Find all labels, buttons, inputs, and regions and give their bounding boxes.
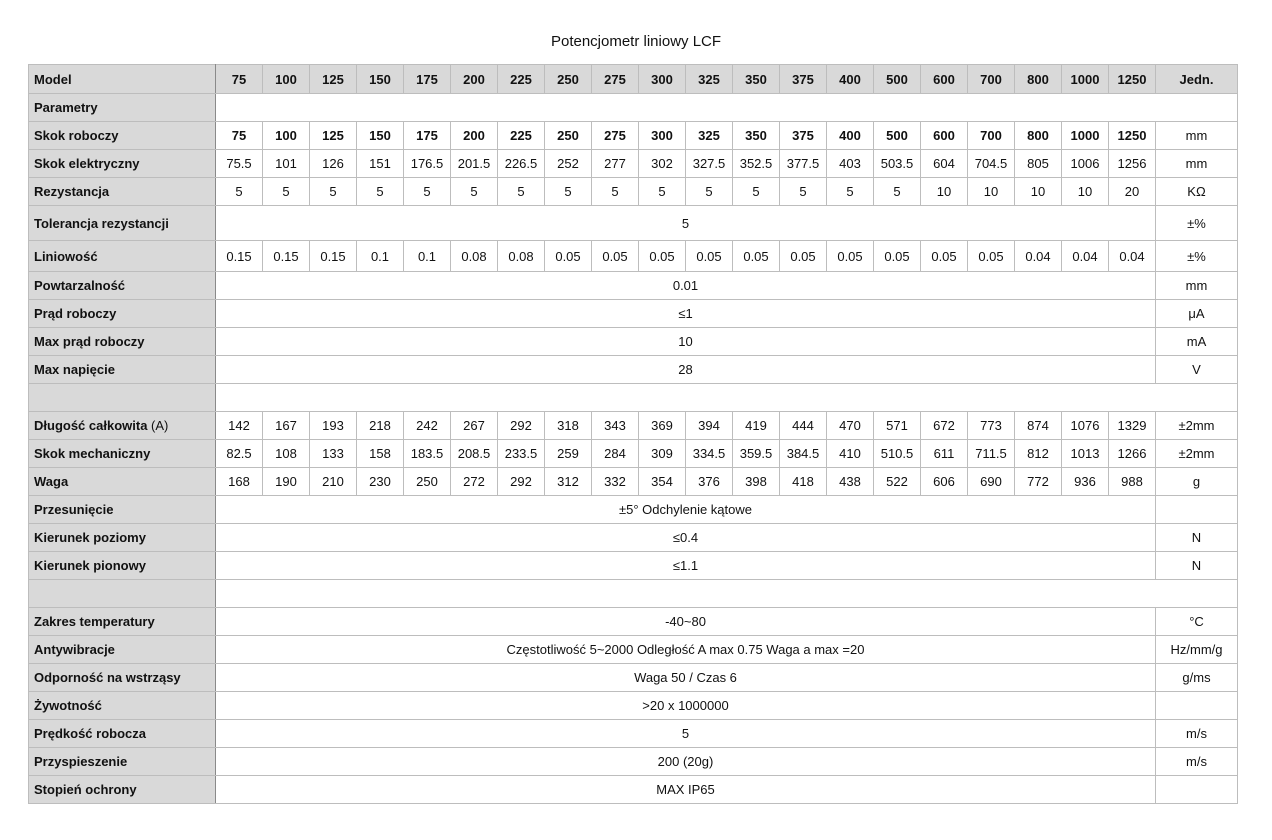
value-cell: 82.5: [216, 440, 263, 468]
value-cell: 272: [451, 468, 498, 496]
unit-cell: mA: [1156, 328, 1238, 356]
unit-cell: Hz/mm/g: [1156, 636, 1238, 664]
value-cell: 1329: [1109, 412, 1156, 440]
value-cell: 208.5: [451, 440, 498, 468]
value-cell: 672: [921, 412, 968, 440]
value-cell: 5: [639, 178, 686, 206]
value-cell: 0.04: [1015, 241, 1062, 272]
value-cell: 0.08: [451, 241, 498, 272]
row-label-text: Przyspieszenie: [34, 754, 128, 769]
header-row: [29, 65, 1238, 94]
span-value-cell: ±5° Odchylenie kątowe: [216, 496, 1156, 524]
value-cell: 190: [263, 468, 310, 496]
value-cell: 332: [592, 468, 639, 496]
value-cell: 0.08: [498, 241, 545, 272]
header-model-175: 175: [404, 65, 451, 94]
value-cell: 5: [310, 178, 357, 206]
value-cell: 354: [639, 468, 686, 496]
value-cell: 200: [451, 122, 498, 150]
header-unit-label: Jedn.: [1156, 65, 1238, 94]
value-cell: 5: [592, 178, 639, 206]
value-cell: 309: [639, 440, 686, 468]
row-label-text: Liniowość: [34, 248, 98, 264]
header-model-600: 600: [921, 65, 968, 94]
row-label: [29, 608, 216, 636]
span-value-cell: Częstotliwość 5~2000 Odległość A max 0.75 Waga a max =20: [216, 636, 1156, 664]
row-label: [29, 524, 216, 552]
value-cell: 5: [686, 178, 733, 206]
value-cell: 151: [357, 150, 404, 178]
row-label-text: Stopień ochrony: [34, 782, 137, 797]
table-row: [29, 440, 1238, 468]
value-cell: 226.5: [498, 150, 545, 178]
value-cell: 704.5: [968, 150, 1015, 178]
value-cell: 1076: [1062, 412, 1109, 440]
unit-cell: m/s: [1156, 720, 1238, 748]
value-cell: 259: [545, 440, 592, 468]
table-row: [29, 664, 1238, 692]
value-cell: 352.5: [733, 150, 780, 178]
table-row: [29, 580, 1238, 608]
value-cell: 75.5: [216, 150, 263, 178]
value-cell: 210: [310, 468, 357, 496]
value-cell: 5: [451, 178, 498, 206]
value-cell: 5: [780, 178, 827, 206]
table-row: [29, 150, 1238, 178]
unit-cell: μA: [1156, 300, 1238, 328]
value-cell: 0.04: [1109, 241, 1156, 272]
value-cell: 10: [921, 178, 968, 206]
value-cell: 100: [263, 122, 310, 150]
table-row: [29, 356, 1238, 384]
span-value-cell: -40~80: [216, 608, 1156, 636]
value-cell: 376: [686, 468, 733, 496]
header-model-100: 100: [263, 65, 310, 94]
value-cell: 277: [592, 150, 639, 178]
value-cell: 470: [827, 412, 874, 440]
value-cell: 375: [780, 122, 827, 150]
value-cell: 0.05: [827, 241, 874, 272]
value-cell: 292: [498, 468, 545, 496]
header-model-label: Model: [29, 65, 216, 94]
value-cell: 5: [498, 178, 545, 206]
row-label: [29, 122, 216, 150]
row-label-text: Zakres temperatury: [34, 614, 155, 629]
unit-cell: m/s: [1156, 748, 1238, 776]
spec-table: [28, 64, 1238, 804]
value-cell: 0.05: [592, 241, 639, 272]
value-cell: 325: [686, 122, 733, 150]
header-model-150: 150: [357, 65, 404, 94]
row-label-text: Prędkość robocza: [34, 726, 146, 741]
value-cell: 175: [404, 122, 451, 150]
value-cell: 510.5: [874, 440, 921, 468]
value-cell: 318: [545, 412, 592, 440]
table-row: [29, 608, 1238, 636]
value-cell: 5: [874, 178, 921, 206]
value-cell: 75: [216, 122, 263, 150]
table-row: [29, 94, 1238, 122]
value-cell: 0.1: [357, 241, 404, 272]
header-model-1000: 1000: [1062, 65, 1109, 94]
value-cell: 101: [263, 150, 310, 178]
row-label-text: Parametry: [34, 100, 98, 115]
unit-cell: [1156, 776, 1238, 804]
row-label: [29, 720, 216, 748]
unit-cell: N: [1156, 552, 1238, 580]
row-label-text: Skok roboczy: [34, 128, 119, 143]
row-label: [29, 328, 216, 356]
value-cell: 312: [545, 468, 592, 496]
unit-cell: mm: [1156, 150, 1238, 178]
empty-cell: [216, 580, 1238, 608]
row-label: [29, 692, 216, 720]
row-label: [29, 206, 216, 241]
value-cell: 0.05: [686, 241, 733, 272]
span-value-cell: 0.01: [216, 272, 1156, 300]
span-value-cell: >20 x 1000000: [216, 692, 1156, 720]
row-label-suffix: (A): [147, 418, 169, 433]
table-row: [29, 636, 1238, 664]
row-label: [29, 356, 216, 384]
value-cell: 302: [639, 150, 686, 178]
span-value-cell: ≤1.1: [216, 552, 1156, 580]
row-label: [29, 150, 216, 178]
value-cell: 5: [545, 178, 592, 206]
value-cell: 359.5: [733, 440, 780, 468]
value-cell: 230: [357, 468, 404, 496]
header-model-800: 800: [1015, 65, 1062, 94]
row-label: [29, 384, 216, 412]
value-cell: 343: [592, 412, 639, 440]
value-cell: 611: [921, 440, 968, 468]
value-cell: 1006: [1062, 150, 1109, 178]
value-cell: 1266: [1109, 440, 1156, 468]
value-cell: 108: [263, 440, 310, 468]
value-cell: 394: [686, 412, 733, 440]
value-cell: 233.5: [498, 440, 545, 468]
span-value-cell: Waga 50 / Czas 6: [216, 664, 1156, 692]
value-cell: 0.05: [639, 241, 686, 272]
value-cell: 242: [404, 412, 451, 440]
value-cell: 0.05: [545, 241, 592, 272]
row-label: [29, 580, 216, 608]
unit-cell: mm: [1156, 122, 1238, 150]
row-label-text: Rezystancja: [34, 184, 110, 199]
unit-cell: ±%: [1156, 241, 1238, 272]
value-cell: 0.15: [216, 241, 263, 272]
empty-cell: [216, 384, 1238, 412]
span-value-cell: ≤1: [216, 300, 1156, 328]
row-label: [29, 412, 216, 440]
page-title: Potencjometr liniowy LCF: [550, 33, 722, 50]
value-cell: 158: [357, 440, 404, 468]
value-cell: 250: [545, 122, 592, 150]
row-label-text: Żywotność: [34, 698, 102, 713]
value-cell: 142: [216, 412, 263, 440]
header-model-1250: 1250: [1109, 65, 1156, 94]
row-label-text: Prąd roboczy: [34, 306, 117, 321]
span-value-cell: 200 (20g): [216, 748, 1156, 776]
row-label: [29, 776, 216, 804]
value-cell: 438: [827, 468, 874, 496]
value-cell: 1000: [1062, 122, 1109, 150]
value-cell: 334.5: [686, 440, 733, 468]
value-cell: 384.5: [780, 440, 827, 468]
value-cell: 936: [1062, 468, 1109, 496]
empty-cell: [216, 94, 1238, 122]
value-cell: 125: [310, 122, 357, 150]
row-label: [29, 636, 216, 664]
value-cell: 377.5: [780, 150, 827, 178]
value-cell: 571: [874, 412, 921, 440]
value-cell: 0.15: [310, 241, 357, 272]
header-model-200: 200: [451, 65, 498, 94]
value-cell: 5: [357, 178, 404, 206]
value-cell: 410: [827, 440, 874, 468]
span-value-cell: 28: [216, 356, 1156, 384]
value-cell: 522: [874, 468, 921, 496]
row-label-text: Kierunek poziomy: [34, 530, 146, 545]
row-label-text: Przesunięcie: [34, 502, 114, 517]
value-cell: 0.1: [404, 241, 451, 272]
table-row: [29, 720, 1238, 748]
value-cell: 167: [263, 412, 310, 440]
value-cell: 350: [733, 122, 780, 150]
value-cell: 1013: [1062, 440, 1109, 468]
table-row: [29, 496, 1238, 524]
row-label-text: Max napięcie: [34, 362, 115, 377]
value-cell: 800: [1015, 122, 1062, 150]
header-model-375: 375: [780, 65, 827, 94]
value-cell: 5: [827, 178, 874, 206]
table-row: [29, 241, 1238, 272]
value-cell: 503.5: [874, 150, 921, 178]
value-cell: 0.05: [780, 241, 827, 272]
row-label: [29, 552, 216, 580]
value-cell: 600: [921, 122, 968, 150]
value-cell: 10: [968, 178, 1015, 206]
row-label-text: Max prąd roboczy: [34, 334, 145, 349]
row-label: [29, 468, 216, 496]
table-row: [29, 178, 1238, 206]
value-cell: 5: [216, 178, 263, 206]
value-cell: 183.5: [404, 440, 451, 468]
table-row: [29, 272, 1238, 300]
row-label: [29, 241, 216, 272]
header-model-700: 700: [968, 65, 1015, 94]
value-cell: 5: [263, 178, 310, 206]
unit-cell: N: [1156, 524, 1238, 552]
row-label-text: Skok elektryczny: [34, 156, 140, 171]
table-row: [29, 206, 1238, 241]
value-cell: 267: [451, 412, 498, 440]
value-cell: 606: [921, 468, 968, 496]
header-model-125: 125: [310, 65, 357, 94]
value-cell: 874: [1015, 412, 1062, 440]
value-cell: 168: [216, 468, 263, 496]
value-cell: 444: [780, 412, 827, 440]
value-cell: 300: [639, 122, 686, 150]
row-label-text: Antywibracje: [34, 642, 115, 657]
table-row: [29, 524, 1238, 552]
table-row: [29, 776, 1238, 804]
row-label-text: Tolerancja rezystancji: [34, 215, 169, 231]
value-cell: 0.05: [874, 241, 921, 272]
value-cell: 133: [310, 440, 357, 468]
value-cell: 201.5: [451, 150, 498, 178]
span-value-cell: ≤0.4: [216, 524, 1156, 552]
unit-cell: g: [1156, 468, 1238, 496]
value-cell: 1250: [1109, 122, 1156, 150]
header-model-225: 225: [498, 65, 545, 94]
header-model-325: 325: [686, 65, 733, 94]
value-cell: 805: [1015, 150, 1062, 178]
value-cell: 690: [968, 468, 1015, 496]
value-cell: 700: [968, 122, 1015, 150]
header-model-350: 350: [733, 65, 780, 94]
unit-cell: [1156, 496, 1238, 524]
span-value-cell: 5: [216, 206, 1156, 241]
unit-cell: KΩ: [1156, 178, 1238, 206]
value-cell: 284: [592, 440, 639, 468]
header-model-300: 300: [639, 65, 686, 94]
value-cell: 0.05: [921, 241, 968, 272]
row-label-text: Skok mechaniczny: [34, 446, 151, 461]
value-cell: 711.5: [968, 440, 1015, 468]
value-cell: 292: [498, 412, 545, 440]
unit-cell: g/ms: [1156, 664, 1238, 692]
header-model-275: 275: [592, 65, 639, 94]
value-cell: 773: [968, 412, 1015, 440]
row-label-text: Odporność na wstrząsy: [34, 670, 181, 685]
value-cell: 218: [357, 412, 404, 440]
value-cell: 176.5: [404, 150, 451, 178]
header-model-75: 75: [216, 65, 263, 94]
value-cell: 0.05: [733, 241, 780, 272]
header-model-400: 400: [827, 65, 874, 94]
value-cell: 5: [733, 178, 780, 206]
unit-cell: ±2mm: [1156, 412, 1238, 440]
table-row: [29, 692, 1238, 720]
value-cell: 604: [921, 150, 968, 178]
row-label: [29, 748, 216, 776]
table-row: [29, 748, 1238, 776]
row-label-text: Kierunek pionowy: [34, 558, 146, 573]
row-label: [29, 272, 216, 300]
value-cell: 225: [498, 122, 545, 150]
value-cell: 418: [780, 468, 827, 496]
value-cell: 252: [545, 150, 592, 178]
row-label: [29, 440, 216, 468]
row-label-text: Waga: [34, 474, 69, 489]
span-value-cell: 5: [216, 720, 1156, 748]
value-cell: 1256: [1109, 150, 1156, 178]
value-cell: 0.05: [968, 241, 1015, 272]
value-cell: 250: [404, 468, 451, 496]
header-model-250: 250: [545, 65, 592, 94]
unit-cell: ±2mm: [1156, 440, 1238, 468]
value-cell: 400: [827, 122, 874, 150]
row-label: [29, 178, 216, 206]
span-value-cell: 10: [216, 328, 1156, 356]
row-label: [29, 496, 216, 524]
table-row: [29, 122, 1238, 150]
table-row: [29, 300, 1238, 328]
header-model-500: 500: [874, 65, 921, 94]
value-cell: 500: [874, 122, 921, 150]
value-cell: 419: [733, 412, 780, 440]
value-cell: 988: [1109, 468, 1156, 496]
unit-cell: [1156, 692, 1238, 720]
value-cell: 193: [310, 412, 357, 440]
unit-cell: mm: [1156, 272, 1238, 300]
value-cell: 369: [639, 412, 686, 440]
value-cell: 10: [1062, 178, 1109, 206]
row-label-text: Powtarzalność: [34, 278, 126, 293]
value-cell: 5: [404, 178, 451, 206]
value-cell: 772: [1015, 468, 1062, 496]
row-label-text: Długość całkowita: [34, 418, 148, 433]
span-value-cell: MAX IP65: [216, 776, 1156, 804]
row-label: [29, 300, 216, 328]
value-cell: 10: [1015, 178, 1062, 206]
unit-cell: V: [1156, 356, 1238, 384]
value-cell: 150: [357, 122, 404, 150]
value-cell: 20: [1109, 178, 1156, 206]
table-row: [29, 552, 1238, 580]
row-label: [29, 94, 216, 122]
value-cell: 812: [1015, 440, 1062, 468]
table-row: [29, 328, 1238, 356]
value-cell: 403: [827, 150, 874, 178]
value-cell: 275: [592, 122, 639, 150]
table-row: [29, 468, 1238, 496]
table-row: [29, 412, 1238, 440]
value-cell: 0.04: [1062, 241, 1109, 272]
value-cell: 126: [310, 150, 357, 178]
value-cell: 398: [733, 468, 780, 496]
unit-cell: ±%: [1156, 206, 1238, 241]
unit-cell: °C: [1156, 608, 1238, 636]
value-cell: 0.15: [263, 241, 310, 272]
table-row: [29, 384, 1238, 412]
value-cell: 327.5: [686, 150, 733, 178]
row-label: [29, 664, 216, 692]
